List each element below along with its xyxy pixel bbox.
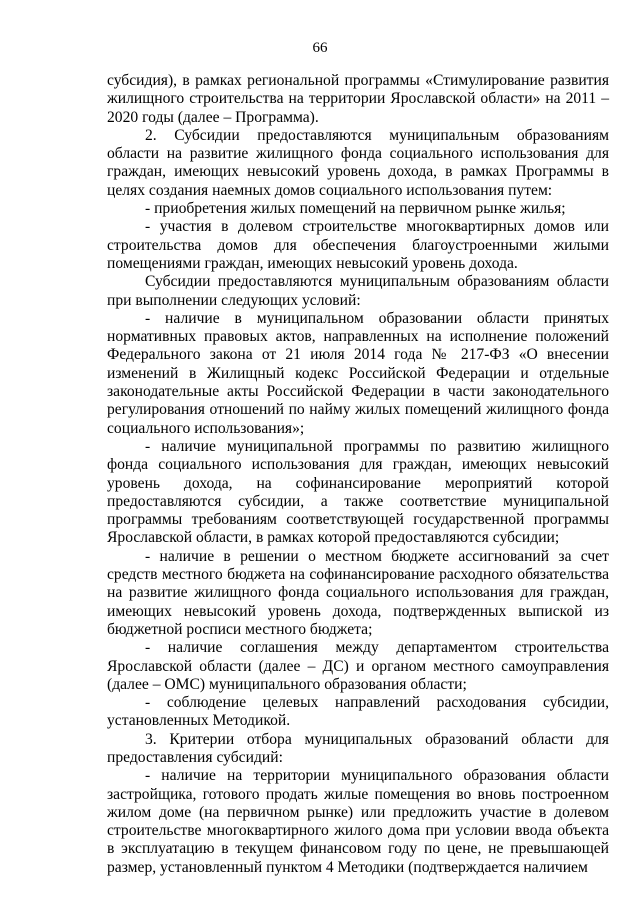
list-item: - наличие муниципальной программы по развитию жилищного фонда социального использования для граждан, имеющих невысокий уровень дохода, на софинансирование мероприятий которой предоставляются субсидии, а также соответствие муниципальной программы требованиям соответствующей государственной программы Ярославской области, в рамках которой предоставляются субсидии; bbox=[107, 437, 609, 547]
document-body bbox=[107, 72, 609, 877]
paragraph: 2. Субсидии предоставляются муниципальным образованиям области на развитие жилищного фонда социального использования для граждан, имеющих невысокий уровень дохода, в рамках Программы в целях создания наемных домов социального использования путем: bbox=[107, 126, 609, 199]
list-item: - наличие на территории муниципального образования области застройщика, готового продать жилые помещения во вновь построенном жилом доме (на первичном рынке) или предложить участие в долевом строительстве многоквартирного жилого дома при условии ввода объекта в эксплуатацию в текущем финансовом году по цене, не превышающей размер, установленный пунктом 4 Методики (подтверждается наличием bbox=[107, 767, 609, 876]
list-item: - наличие соглашения между департаментом строительства Ярославской области (далее – ДС) и органом местного самоуправления (далее – ОМС) муниципального образования области; bbox=[107, 639, 609, 693]
list-item: - наличие в муниципальном образовании области принятых нормативных правовых актов, направленных на исполнение положений Федерального закона от 21 июля 2014 года № 217-ФЗ «О внесении изменений в Жилищный кодекс Российской Федерации и отдельные законодательные акты Российской Федерации в части законодательного регулирования отношений по найму жилых помещений жилищного фонда социального использования»; bbox=[107, 309, 609, 437]
list-item: - наличие в решении о местном бюджете ассигнований за счет средств местного бюджета на софинансирование расходного обязательства на развитие жилищного фонда социального использования для граждан, имеющих невысокий уровень дохода, подтвержденных выпиской из бюджетной росписи местного бюджета; bbox=[107, 547, 609, 638]
page-number: 66 bbox=[312, 40, 328, 56]
list-item: - соблюдение целевых направлений расходования субсидии, установленных Методикой. bbox=[107, 694, 609, 730]
paragraph: 3. Критерии отбора муниципальных образований области для предоставления субсидий: bbox=[107, 730, 609, 766]
list-item: - приобретения жилых помещений на первичном рынке жилья; bbox=[145, 200, 566, 218]
paragraph: Субсидии предоставляются муниципальным образованиям области при выполнении следующих условий: bbox=[107, 273, 609, 309]
paragraph: субсидия), в рамках региональной программы «Стимулирование развития жилищного строительства на территории Ярославской области» на 2011 – 2020 годы (далее – Программа). bbox=[107, 72, 609, 126]
list-item: - участия в долевом строительстве многоквартирных домов или строительства домов для обеспечения благоустроенными жилыми помещениями граждан, имеющих невысокий уровень дохода. bbox=[107, 218, 609, 272]
